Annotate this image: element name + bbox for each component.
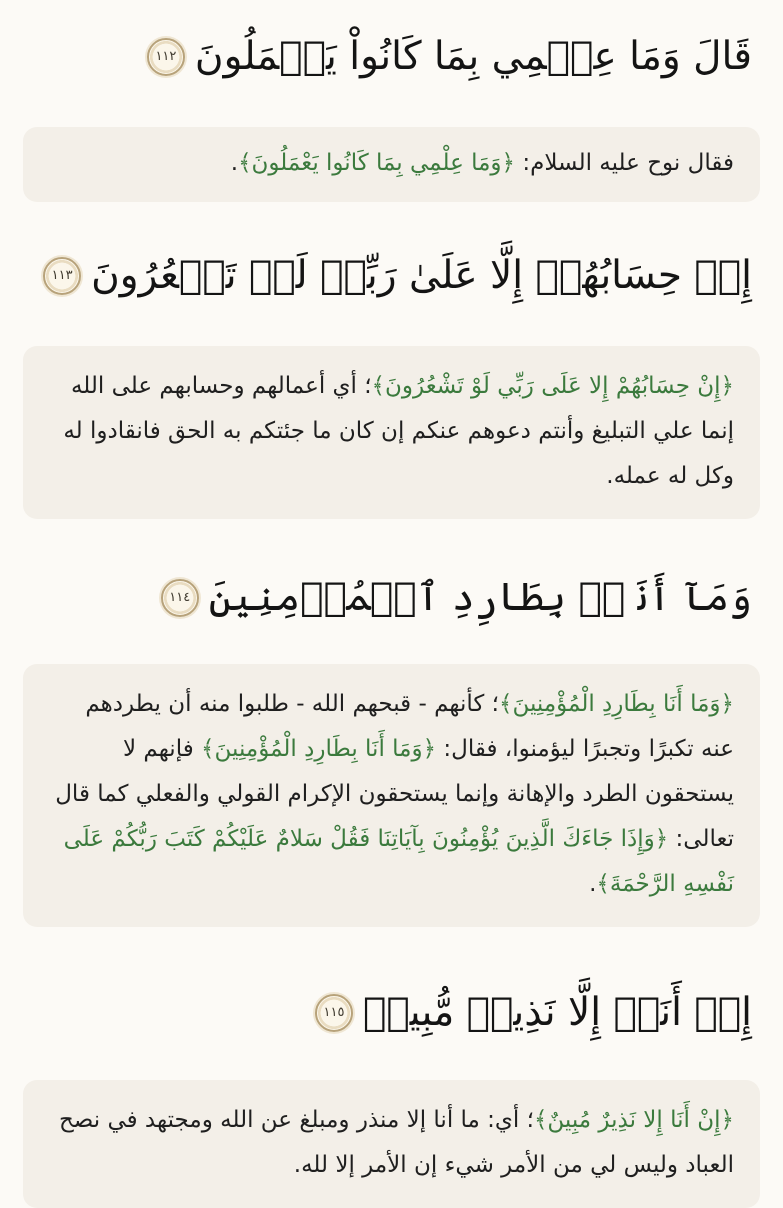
quran-quote: ﴿وَمَا عِلْمِي بِمَا كَانُوا يَعْمَلُونَ﴾: [238, 150, 516, 176]
tafsir-text: ؛ كأنهم - قبحهم الله - طلبوا منه أن يطردهم عنه تكبرًا وتجبرًا ليؤمنوا، فقال:: [85, 691, 734, 762]
tafsir-text: فقال نوح عليه السلام:: [515, 150, 734, 176]
tafsir-card-114: [23, 664, 760, 927]
tafsir-text: ؛ أي: ما أنا إلا منذر ومبلغ عن الله ومجتهد في نصح العباد وليس لي من الأمر شيء إن الأمر إلا لله.: [58, 1107, 734, 1178]
verse-text: إِنۡ حِسَابُهُمۡ إِلَّا عَلَىٰ رَبِّيۖ لَوۡ تَشۡعُرُونَ: [91, 252, 752, 298]
ayah-end-marker-icon: [43, 257, 81, 295]
ayah-number: ١١٣: [51, 268, 73, 284]
quran-quote: ﴿وَمَا أَنَا بِطَارِدِ الْمُؤْمِنِينَ﴾: [201, 736, 437, 762]
tafsir-text: .: [589, 871, 597, 897]
ayah-end-marker-icon: [147, 38, 185, 76]
quran-quote: ﴿وَإِذَا جَاءَكَ الَّذِينَ يُؤْمِنُونَ بِآيَاتِنَا فَقُلْ سَلامٌ عَلَيْكُمْ كَتَبَ رَبُّكُمْ عَلَى نَفْسِهِ الرَّحْمَةَ﴾: [63, 826, 734, 897]
verse-113[interactable]: [23, 248, 760, 304]
tafsir-text: .: [230, 150, 239, 176]
verse-text: وَمَآ أَنَا۠ بِطَارِدِ ٱلۡمُؤۡمِنِينَ: [208, 574, 752, 620]
tafsir-card-113: [23, 346, 760, 519]
quran-quote: ﴿إِنْ أَنَا إِلا نَذِيرٌ مُبِينٌ﴾: [533, 1107, 734, 1133]
ayah-end-marker-icon: [315, 994, 353, 1032]
verse-114[interactable]: [23, 570, 760, 626]
verse-115[interactable]: [23, 985, 760, 1041]
ayah-number: ١١٥: [323, 1005, 345, 1021]
ayah-number: ١١٤: [169, 590, 191, 606]
tafsir-card-115: [23, 1080, 760, 1208]
ayah-number: ١١٢: [155, 49, 177, 65]
verse-text: إِنۡ أَنَا۠ إِلَّا نَذِيرٞ مُّبِينٞ: [362, 989, 752, 1035]
quran-quote: ﴿وَمَا أَنَا بِطَارِدِ الْمُؤْمِنِينَ﴾: [498, 691, 734, 717]
verse-112[interactable]: [23, 32, 760, 82]
quran-quote: ﴿إِنْ حِسَابُهُمْ إِلا عَلَى رَبِّي لَوْ تَشْعُرُونَ﴾: [371, 373, 734, 399]
tafsir-text: فإنهم لا يستحقون الطرد والإهانة وإنما يستحقون الإكرام القولي والفعلي كما قال تعالى:: [55, 736, 734, 852]
tafsir-card-112: [23, 127, 760, 202]
ayah-end-marker-icon: [161, 579, 199, 617]
verse-text: قَالَ وَمَا عِلۡمِي بِمَا كَانُواْ يَعۡمَلُونَ: [194, 33, 752, 79]
tafsir-text: ؛ أي أعمالهم وحسابهم على الله إنما علي التبليغ وأنتم دعوهم عنكم إن كان ما جئتكم به الحق فانقادوا له وكل له عمله.: [63, 373, 734, 489]
